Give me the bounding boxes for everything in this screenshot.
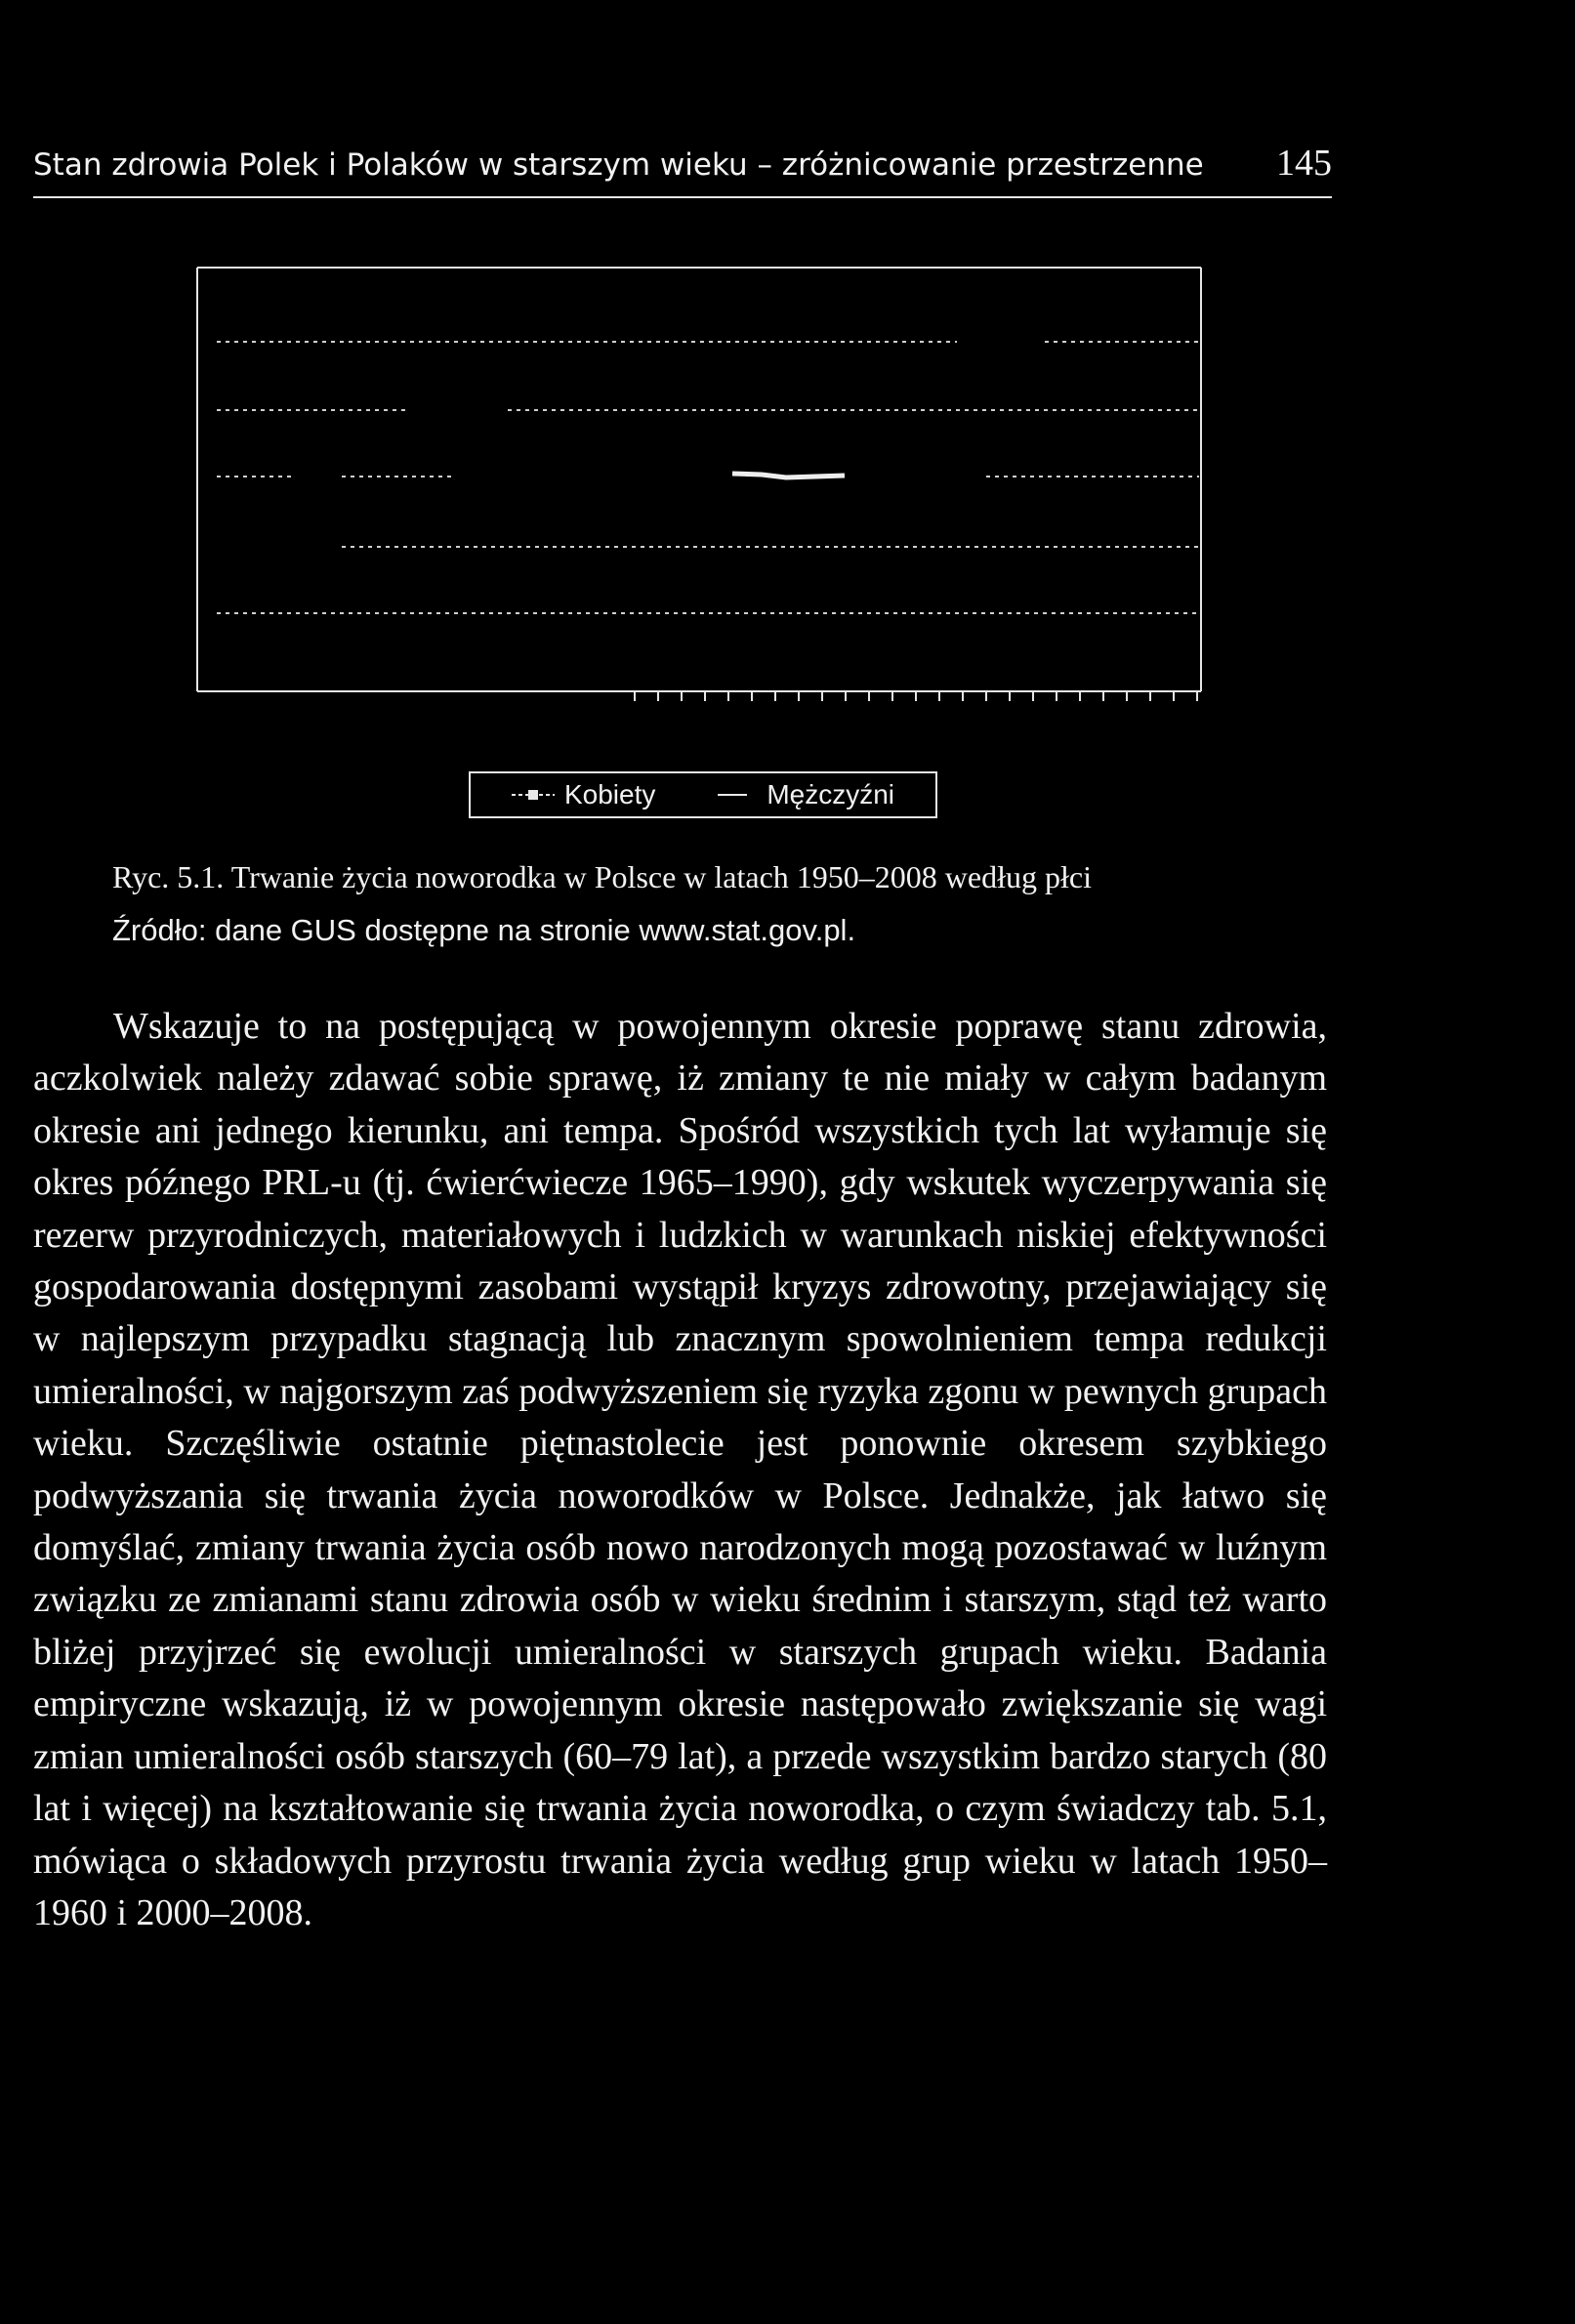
running-title: Stan zdrowia Polek i Polaków w starszym wieku – zróżnicowanie przestrzenne [33,147,1204,183]
page-number: 145 [1276,143,1332,184]
series-line-fragment [732,474,845,477]
legend-line-icon [714,787,757,803]
figure-caption: Ryc. 5.1. Trwanie życia noworodka w Polsce w latach 1950–2008 według płci [112,859,1092,894]
body-paragraph: Wskazuje to na postępującą w powojennym okresie poprawę stanu zdrowia, aczkolwiek należy zdawać sobie sprawę, iż zmiany te nie miały w całym badanym okresie ani jednego kierunku, ani tempa. Spośród wszystkich tych lat wyłamuje się okres późnego PRL-u (tj. ćwierćwiecze 1965–1990), gdy wskutek wyczerpywania się rezerw przyrodniczych, materiałowych i ludzkich w warunkach niskiej efektywności gospodarowania dostępnymi zasobami wystąpił kryzys zdrowotny, przejawiający się w najlepszym przypadku stagnacją lub znacznym spowolnieniem tempa redukcji umieralności, w najgorszym zaś podwyższeniem się ryzyka zgonu w pewnych grupach wieku. Szczęśliwie ostatnie piętnastolecie jest ponownie okresem szybkiego podwyższania się trwania życia noworodków w Polsce. Jednakże, jak łatwo się domyślać, zmiany trwania życia osób nowo narodzonych mogą pozostawać w luźnym związku ze zmianami stanu zdrowia osób w wieku średnim i starszym, stąd też warto bliżej przyjrzeć się ewolucji umieralności w starszych grupach wieku. Badania empiryczne wskazują, iż w powojennym okresie następowało zwiększanie się wagi zmian umieralności osób starszych (60–79 lat), a przede wszystkim bardzo starych (80 lat i więcej) na kształtowanie się trwania życia noworodka, o czym świadczy tab. 5.1, mówiąca o składowych przyrostu trwania życia według grup wieku w latach 1950–1960 i 2000–2008. [33,1006,1327,1933]
figure-source: Źródło: dane GUS dostępne na stronie www.stat.gov.pl. [112,913,856,947]
plot-frame [197,268,1201,691]
legend-label-mezczyzni: Mężczyźni [767,779,895,809]
x-axis-ticks [635,691,1197,701]
legend-item-kobiety [512,779,655,810]
header-rule [33,196,1332,198]
legend-marker-square-icon [512,787,555,803]
running-head [33,142,1332,185]
line-chart [176,254,1211,713]
legend-label-kobiety: Kobiety [563,779,656,809]
gridlines [217,342,1199,613]
chart-legend [469,771,937,818]
series-fragment [732,474,845,477]
legend-item-mezczyzni [714,779,894,810]
